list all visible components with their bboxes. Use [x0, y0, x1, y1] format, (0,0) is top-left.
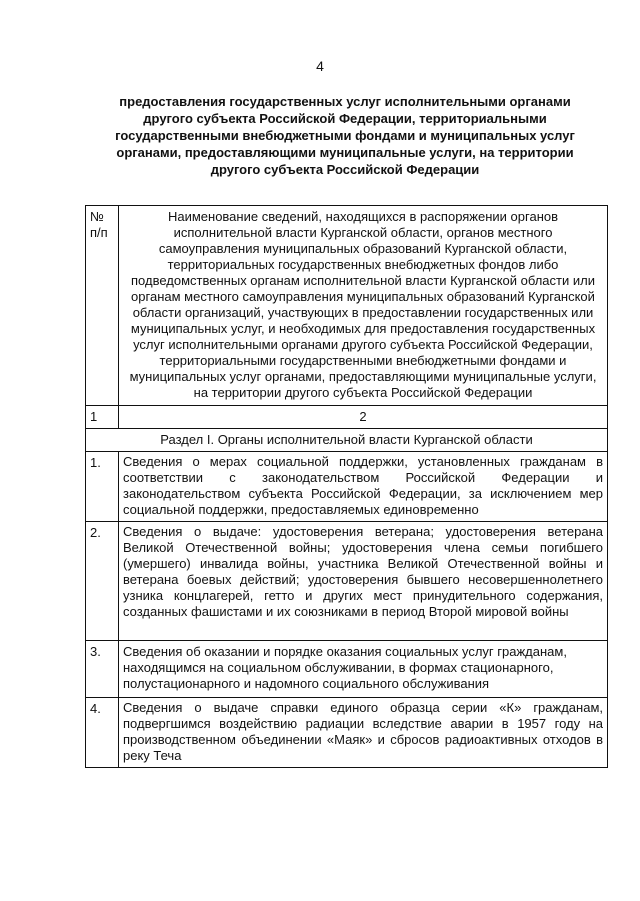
row-number: 2. — [86, 522, 119, 641]
row-text: Сведения о выдаче: удостоверения ветерана; удостоверения ветерана Великой Отечественной войны; удостоверения члена семьи погибшего (умершего) инвалида войны, участника Великой Отечественной войны и ветерана боевых действий; удостоверения бывшего несовершеннолетнего узника концлагерей, гетто и других мест принудительного содержания, созданных фашистами и их союзниками в период Второй мировой войны — [119, 522, 608, 641]
header-number-cell: № п/п — [86, 206, 119, 406]
column-number-1: 1 — [86, 406, 119, 429]
table-row — [86, 641, 608, 698]
column-numbers-row — [86, 406, 608, 429]
information-table — [85, 205, 608, 768]
table-row — [86, 522, 608, 641]
table-row — [86, 698, 608, 768]
page-number: 4 — [316, 58, 324, 74]
row-text: Сведения о мерах социальной поддержки, установленных гражданам в соответствии с законодательством Российской Федерации и законодательством субъекта Российской Федерации, за исключением мер социальной поддержки, предоставляемых единовременно — [119, 452, 608, 522]
row-number: 1. — [86, 452, 119, 522]
row-text: Сведения об оказании и порядке оказания социальных услуг гражданам, находящимся на социальном обслуживании, в формах стационарного, полустационарного и надомного социального обслуживания — [119, 641, 608, 698]
section-row — [86, 429, 608, 452]
header-name-cell: Наименование сведений, находящихся в распоряжении органов исполнительной власти Курганской области, органов местного самоуправления муниципальных образований Курганской области, территориальных государственных внебюджетных фондов либо подведомственных органам исполнительной власти Курганской области или органам местного самоуправления муниципальных образований Курганской области организаций, участвующих в предоставлении государственных или муниципальных услуг, и необходимых для предоставления государственных услуг исполнительными органами другого субъекта Российской Федерации, территориальными государственными внебюджетными фондами и муниципальных услуг органами, предоставляющими муниципальные услуги, на территории другого субъекта Российской Федерации — [119, 206, 608, 406]
table-header-row — [86, 206, 608, 406]
document-heading: предоставления государственных услуг исполнительными органами другого субъекта Российской Федерации, территориальными государственными внебюджетными фондами и муниципальных услуг органами, предоставляющими муниципальные услуги, на территории другого субъекта Российской Федерации — [115, 94, 575, 177]
row-number: 4. — [86, 698, 119, 768]
row-number: 3. — [86, 641, 119, 698]
row-text: Сведения о выдаче справки единого образца серии «К» гражданам, подвергшимся воздействию радиации вследствие аварии в 1957 году на производственном объединении «Маяк» и сбросов радиоактивных отходов в реку Теча — [119, 698, 608, 768]
column-number-2: 2 — [119, 406, 608, 429]
table-row — [86, 452, 608, 522]
section-title: Раздел I. Органы исполнительной власти Курганской области — [86, 429, 608, 452]
